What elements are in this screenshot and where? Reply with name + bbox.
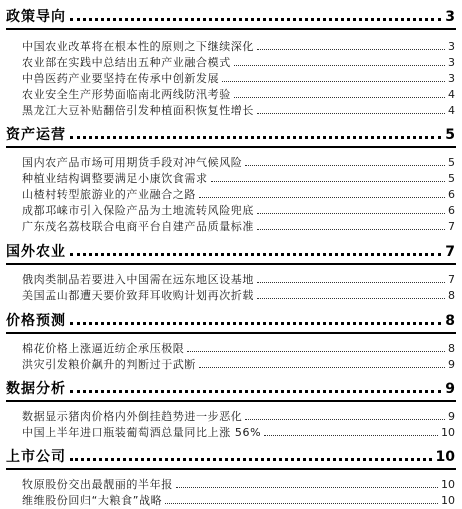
section-heading[interactable] — [6, 124, 455, 144]
entry-page-number: 9 — [448, 358, 455, 371]
entry-page-number: 10 — [441, 478, 455, 491]
dot-leader — [70, 389, 441, 393]
dot-leader — [70, 252, 441, 256]
section-divider — [6, 28, 456, 30]
dot-leader — [176, 486, 438, 488]
section-heading[interactable] — [6, 446, 455, 466]
toc-entry[interactable] — [22, 424, 455, 440]
dot-leader — [234, 96, 445, 98]
toc-entry[interactable] — [22, 356, 455, 372]
section-divider — [6, 263, 456, 265]
section-title: 上市公司 — [6, 449, 66, 465]
toc-entry[interactable] — [22, 408, 455, 424]
section-page-number: 7 — [445, 244, 455, 260]
entry-title: 棉花价格上涨逼近纺企承压极限 — [22, 342, 185, 355]
dot-leader — [187, 350, 445, 352]
section-heading[interactable] — [6, 310, 455, 330]
dot-leader — [245, 418, 445, 420]
entry-title: 维维股份回归“大粮食”战略 — [22, 494, 163, 507]
entry-title: 国内农产品市场可用期货手段对冲气候风险 — [22, 156, 243, 169]
dot-leader — [70, 321, 441, 325]
entry-title: 洪灾引发粮价飙升的判断过于武断 — [22, 358, 196, 371]
section-divider — [6, 468, 456, 470]
dot-leader — [211, 180, 445, 182]
section-title: 资产运营 — [6, 127, 66, 143]
section-page-number: 5 — [445, 127, 455, 143]
entry-page-number: 4 — [448, 104, 455, 117]
entry-page-number: 6 — [448, 188, 455, 201]
section-page-number: 3 — [445, 9, 455, 25]
entry-page-number: 8 — [448, 289, 455, 302]
dot-leader — [70, 135, 441, 139]
dot-leader — [199, 366, 445, 368]
toc-entry[interactable] — [22, 492, 455, 508]
dot-leader — [199, 196, 445, 198]
section-page-number: 9 — [445, 381, 455, 397]
entry-title: 中兽医药产业要坚持在传承中创新发展 — [22, 72, 220, 85]
dot-leader — [257, 297, 445, 299]
dot-leader — [234, 64, 445, 66]
entry-page-number: 3 — [448, 72, 455, 85]
dot-leader — [257, 112, 445, 114]
entry-title: 黑龙江大豆补贴翻倍引发种植面积恢复性增长 — [22, 104, 254, 117]
toc-entry[interactable] — [22, 54, 455, 70]
dot-leader — [70, 457, 432, 461]
entry-title: 广东茂名荔枝联合电商平台自建产品质量标准 — [22, 220, 254, 233]
entry-title: 数据显示猪肉价格内外倒挂趋势进一步恶化 — [22, 410, 243, 423]
entry-page-number: 7 — [448, 273, 455, 286]
entry-title: 山楂村转型旅游业的产业融合之路 — [22, 188, 196, 201]
dot-leader — [257, 228, 445, 230]
dot-leader — [257, 281, 445, 283]
toc-entry[interactable] — [22, 38, 455, 54]
toc-entry[interactable] — [22, 271, 455, 287]
section-title: 政策导向 — [6, 9, 66, 25]
entry-title: 种植业结构调整要满足小康饮食需求 — [22, 172, 208, 185]
toc-entry[interactable] — [22, 476, 455, 492]
entry-page-number: 4 — [448, 88, 455, 101]
dot-leader — [70, 17, 441, 21]
dot-leader — [245, 164, 445, 166]
section-title: 国外农业 — [6, 244, 66, 260]
section-page-number: 10 — [435, 449, 455, 465]
entry-page-number: 9 — [448, 410, 455, 423]
entry-page-number: 10 — [441, 494, 455, 507]
dot-leader — [165, 502, 438, 504]
entry-title: 成都邛崃市引入保险产品为土地流转风险兜底 — [22, 204, 254, 217]
entry-page-number: 3 — [448, 56, 455, 69]
toc-entry[interactable] — [22, 86, 455, 102]
section-heading[interactable] — [6, 241, 455, 261]
entry-title: 中国上半年进口瓶装葡萄酒总量同比上涨 56% — [22, 426, 262, 439]
entry-title: 俄肉类制品若要进入中国需在远东地区设基地 — [22, 273, 254, 286]
section-divider — [6, 400, 456, 402]
toc-entry[interactable] — [22, 340, 455, 356]
entry-page-number: 5 — [448, 156, 455, 169]
toc-entry[interactable] — [22, 186, 455, 202]
toc-entry[interactable] — [22, 102, 455, 118]
toc-entry[interactable] — [22, 202, 455, 218]
section-heading[interactable] — [6, 6, 455, 26]
section-heading[interactable] — [6, 378, 455, 398]
section-page-number: 8 — [445, 313, 455, 329]
entry-title: 牧原股份交出最靓丽的半年报 — [22, 478, 173, 491]
dot-leader — [222, 80, 445, 82]
entry-page-number: 6 — [448, 204, 455, 217]
toc-entry[interactable] — [22, 170, 455, 186]
dot-leader — [257, 212, 445, 214]
entry-page-number: 7 — [448, 220, 455, 233]
toc-entry[interactable] — [22, 218, 455, 234]
entry-title: 美国孟山都遭天要价致拜耳收购计划再次折载 — [22, 289, 254, 302]
entry-title: 中国农业改革将在根本性的原则之下继续深化 — [22, 40, 254, 53]
section-divider — [6, 146, 456, 148]
entry-title: 农业部在实践中总结出五种产业融合模式 — [22, 56, 231, 69]
toc-entry[interactable] — [22, 287, 455, 303]
section-title: 价格预测 — [6, 313, 66, 329]
section-title: 数据分析 — [6, 381, 66, 397]
toc-entry[interactable] — [22, 154, 455, 170]
section-divider — [6, 332, 456, 334]
entry-page-number: 5 — [448, 172, 455, 185]
entry-page-number: 3 — [448, 40, 455, 53]
entry-page-number: 10 — [441, 426, 455, 439]
dot-leader — [257, 48, 445, 50]
entry-page-number: 8 — [448, 342, 455, 355]
entry-title: 农业安全生产形势面临南北两线防汛考验 — [22, 88, 231, 101]
dot-leader — [264, 434, 438, 436]
toc-entry[interactable] — [22, 70, 455, 86]
